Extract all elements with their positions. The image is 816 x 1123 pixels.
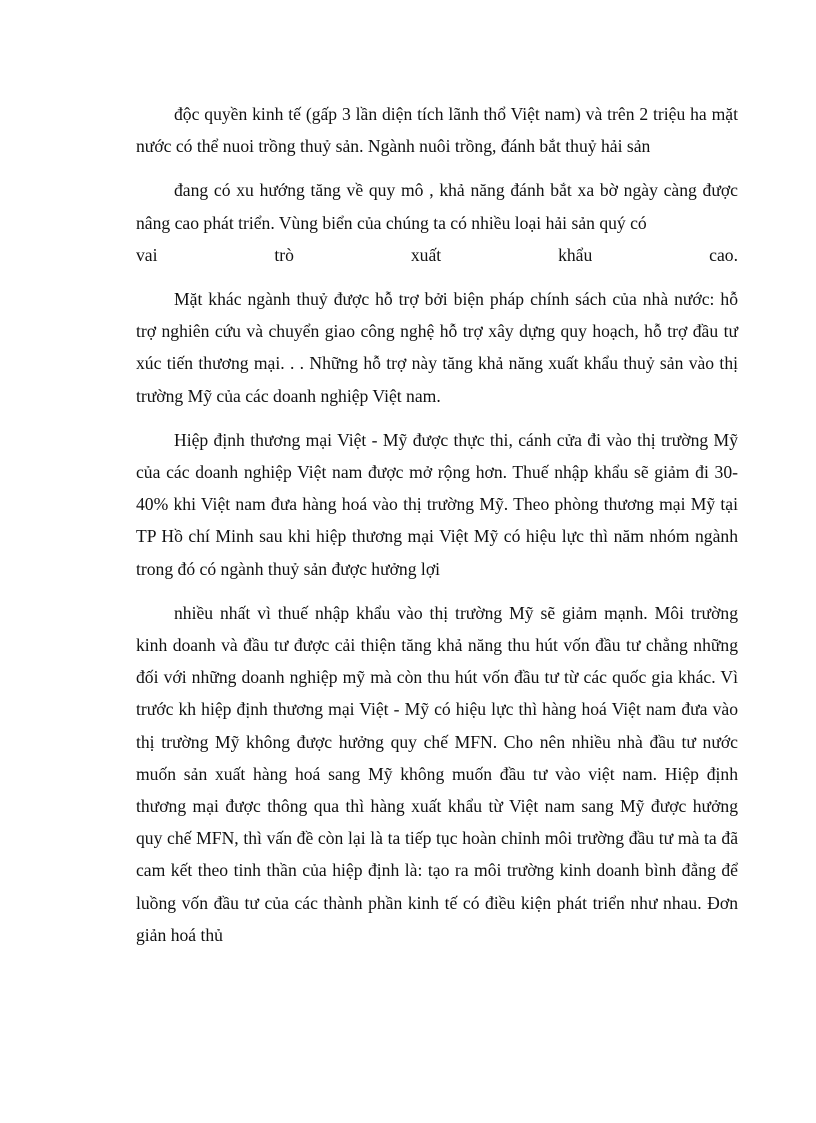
paragraph-gap: [136, 585, 738, 597]
paragraph-gap: [136, 271, 738, 283]
word: xuất: [410, 244, 442, 265]
paragraph-5: nhiều nhất vì thuế nhập khẩu vào thị trường Mỹ sẽ giảm mạnh. Môi trường kinh doanh và đầu tư được cải thiện tăng khả năng thu hút vốn đầu tư chẳng những đối với những doanh nghiệp mỹ mà còn thu hút vốn đầu tư từ các quốc gia khác. Vì trước kh hiệp định thương mại Việt - Mỹ có hiệu lực thì hàng hoá Việt nam đưa vào thị trường Mỹ không được hưởng quy chế MFN. Cho nên nhiều nhà đầu tư nước muốn sản xuất hàng hoá sang Mỹ không muốn đầu tư vào việt nam. Hiệp định thương mại được thông qua thì hàng xuất khẩu từ Việt nam sang Mỹ được hưởng quy chế MFN, thì vấn đề còn lại là ta tiếp tục hoàn chỉnh môi trường đầu tư mà ta đã cam kết theo tinh thần của hiệp định là: tạo ra môi trường kinh doanh bình đẳng để luồng vốn đầu tư của các thành phần kinh tế có điều kiện phát triển như nhau. Đơn giản hoá thủ: [136, 602, 738, 945]
paragraph-gap: [136, 412, 738, 424]
paragraph-4: Hiệp định thương mại Việt - Mỹ được thực thi, cánh cửa đi vào thị trường Mỹ của các doanh nghiệp Việt nam được mở rộng hơn. Thuế nhập khẩu sẽ giảm đi 30-40% khi Việt nam đưa hàng hoá vào thị trường Mỹ. Theo phòng thương mại Mỹ tại TP Hồ chí Minh sau khi hiệp thương mại Việt Mỹ có hiệu lực thì năm nhóm ngành trong đó có ngành thuỷ sản được hưởng lợi: [136, 429, 738, 579]
paragraph-gap: [136, 162, 738, 174]
word: vai: [136, 244, 158, 265]
paragraph-2: [136, 174, 738, 271]
paragraph-2-last-line: [136, 239, 738, 271]
word: cao.: [709, 244, 738, 265]
word: khẩu: [558, 244, 593, 265]
paragraph-1: độc quyền kinh tế (gấp 3 lần diện tích lãnh thổ Việt nam) và trên 2 triệu ha mặt nước có thể nuoi trồng thuỷ sản. Ngành nuôi trồng, đánh bắt thuỷ hải sản: [136, 104, 738, 157]
word: trò: [274, 244, 294, 265]
document-page: [136, 98, 738, 951]
paragraph-2-body: đang có xu hướng tăng về quy mô , khả năng đánh bắt xa bờ ngày càng được nâng cao phát triển. Vùng biển của chúng ta có nhiều loại hải sản quý có: [136, 180, 738, 233]
paragraph-3: Mặt khác ngành thuỷ được hỗ trợ bởi biện pháp chính sách của nhà nước: hỗ trợ nghiên cứu và chuyển giao công nghệ hỗ trợ xây dựng quy hoạch, hỗ trợ đầu tư xúc tiến thương mại. . . Những hỗ trợ này tăng khả năng xuất khẩu thuỷ sản vào thị trường Mỹ của các doanh nghiệp Việt nam.: [136, 289, 738, 406]
